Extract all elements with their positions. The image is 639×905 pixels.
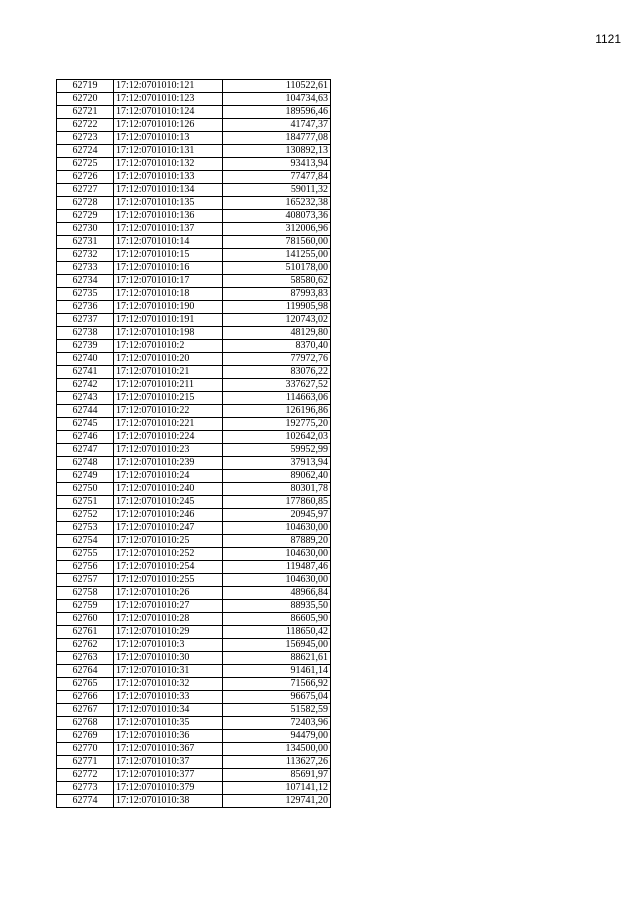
cadastral-number-cell: 17:12:0701010:211 bbox=[114, 379, 223, 392]
row-number-cell: 62736 bbox=[57, 301, 114, 314]
row-number-cell: 62747 bbox=[57, 444, 114, 457]
table-row bbox=[57, 600, 331, 613]
value-cell: 8370,40 bbox=[223, 340, 331, 353]
value-cell: 104630,00 bbox=[223, 574, 331, 587]
table-row bbox=[57, 262, 331, 275]
table-row bbox=[57, 730, 331, 743]
cadastral-number-cell: 17:12:0701010:191 bbox=[114, 314, 223, 327]
row-number-cell: 62771 bbox=[57, 756, 114, 769]
row-number-cell: 62739 bbox=[57, 340, 114, 353]
row-number-cell: 62756 bbox=[57, 561, 114, 574]
cadastral-number-cell: 17:12:0701010:22 bbox=[114, 405, 223, 418]
row-number-cell: 62765 bbox=[57, 678, 114, 691]
value-cell: 184777,08 bbox=[223, 132, 331, 145]
row-number-cell: 62757 bbox=[57, 574, 114, 587]
table-row bbox=[57, 561, 331, 574]
value-cell: 88935,50 bbox=[223, 600, 331, 613]
cadastral-number-cell: 17:12:0701010:215 bbox=[114, 392, 223, 405]
cadastral-number-cell: 17:12:0701010:136 bbox=[114, 210, 223, 223]
row-number-cell: 62724 bbox=[57, 145, 114, 158]
row-number-cell: 62723 bbox=[57, 132, 114, 145]
table-row bbox=[57, 314, 331, 327]
table-row bbox=[57, 665, 331, 678]
table-row bbox=[57, 145, 331, 158]
cadastral-number-cell: 17:12:0701010:15 bbox=[114, 249, 223, 262]
table-row bbox=[57, 158, 331, 171]
cadastral-number-cell: 17:12:0701010:20 bbox=[114, 353, 223, 366]
table-row bbox=[57, 769, 331, 782]
row-number-cell: 62767 bbox=[57, 704, 114, 717]
cadastral-number-cell: 17:12:0701010:24 bbox=[114, 470, 223, 483]
table-row bbox=[57, 431, 331, 444]
cadastral-number-cell: 17:12:0701010:239 bbox=[114, 457, 223, 470]
row-number-cell: 62721 bbox=[57, 106, 114, 119]
value-cell: 91461,14 bbox=[223, 665, 331, 678]
row-number-cell: 62737 bbox=[57, 314, 114, 327]
cadastral-number-cell: 17:12:0701010:246 bbox=[114, 509, 223, 522]
table-row bbox=[57, 106, 331, 119]
value-cell: 107141,12 bbox=[223, 782, 331, 795]
cadastral-number-cell: 17:12:0701010:240 bbox=[114, 483, 223, 496]
row-number-cell: 62744 bbox=[57, 405, 114, 418]
table-row bbox=[57, 119, 331, 132]
cadastral-number-cell: 17:12:0701010:36 bbox=[114, 730, 223, 743]
table-row bbox=[57, 522, 331, 535]
cadastral-number-cell: 17:12:0701010:30 bbox=[114, 652, 223, 665]
cadastral-number-cell: 17:12:0701010:133 bbox=[114, 171, 223, 184]
value-cell: 102642,03 bbox=[223, 431, 331, 444]
row-number-cell: 62763 bbox=[57, 652, 114, 665]
table-row bbox=[57, 392, 331, 405]
table-row bbox=[57, 548, 331, 561]
value-cell: 129741,20 bbox=[223, 795, 331, 808]
row-number-cell: 62773 bbox=[57, 782, 114, 795]
table-row bbox=[57, 756, 331, 769]
row-number-cell: 62727 bbox=[57, 184, 114, 197]
cadastral-number-cell: 17:12:0701010:17 bbox=[114, 275, 223, 288]
row-number-cell: 62745 bbox=[57, 418, 114, 431]
value-cell: 94479,00 bbox=[223, 730, 331, 743]
row-number-cell: 62766 bbox=[57, 691, 114, 704]
value-cell: 781560,00 bbox=[223, 236, 331, 249]
table-row bbox=[57, 236, 331, 249]
cadastral-number-cell: 17:12:0701010:367 bbox=[114, 743, 223, 756]
cadastral-number-cell: 17:12:0701010:28 bbox=[114, 613, 223, 626]
table-row bbox=[57, 353, 331, 366]
value-cell: 59952,99 bbox=[223, 444, 331, 457]
cadastral-number-cell: 17:12:0701010:26 bbox=[114, 587, 223, 600]
cadastral-number-cell: 17:12:0701010:247 bbox=[114, 522, 223, 535]
cadastral-number-cell: 17:12:0701010:33 bbox=[114, 691, 223, 704]
row-number-cell: 62732 bbox=[57, 249, 114, 262]
value-cell: 87889,20 bbox=[223, 535, 331, 548]
cadastral-number-cell: 17:12:0701010:38 bbox=[114, 795, 223, 808]
cadastral-number-cell: 17:12:0701010:37 bbox=[114, 756, 223, 769]
value-cell: 141255,00 bbox=[223, 249, 331, 262]
value-cell: 120743,02 bbox=[223, 314, 331, 327]
value-cell: 156945,00 bbox=[223, 639, 331, 652]
value-cell: 119905,98 bbox=[223, 301, 331, 314]
table-row bbox=[57, 626, 331, 639]
cadastral-number-cell: 17:12:0701010:3 bbox=[114, 639, 223, 652]
cadastral-number-cell: 17:12:0701010:14 bbox=[114, 236, 223, 249]
table-row bbox=[57, 418, 331, 431]
cadastral-number-cell: 17:12:0701010:27 bbox=[114, 600, 223, 613]
value-cell: 85691,97 bbox=[223, 769, 331, 782]
row-number-cell: 62758 bbox=[57, 587, 114, 600]
cadastral-number-cell: 17:12:0701010:31 bbox=[114, 665, 223, 678]
table-row bbox=[57, 444, 331, 457]
row-number-cell: 62741 bbox=[57, 366, 114, 379]
table-row bbox=[57, 782, 331, 795]
row-number-cell: 62752 bbox=[57, 509, 114, 522]
row-number-cell: 62740 bbox=[57, 353, 114, 366]
table-row bbox=[57, 470, 331, 483]
row-number-cell: 62764 bbox=[57, 665, 114, 678]
table-row bbox=[57, 340, 331, 353]
row-number-cell: 62753 bbox=[57, 522, 114, 535]
value-cell: 72403,96 bbox=[223, 717, 331, 730]
table-row bbox=[57, 93, 331, 106]
table-row bbox=[57, 535, 331, 548]
value-cell: 118650,42 bbox=[223, 626, 331, 639]
cadastral-number-cell: 17:12:0701010:18 bbox=[114, 288, 223, 301]
table-row bbox=[57, 132, 331, 145]
cadastral-number-cell: 17:12:0701010:23 bbox=[114, 444, 223, 457]
row-number-cell: 62735 bbox=[57, 288, 114, 301]
table-row bbox=[57, 379, 331, 392]
data-table bbox=[56, 79, 331, 808]
row-number-cell: 62742 bbox=[57, 379, 114, 392]
table-row bbox=[57, 652, 331, 665]
page-number: 1121 bbox=[595, 32, 621, 46]
cadastral-number-cell: 17:12:0701010:29 bbox=[114, 626, 223, 639]
table-row bbox=[57, 496, 331, 509]
row-number-cell: 62733 bbox=[57, 262, 114, 275]
value-cell: 58580,62 bbox=[223, 275, 331, 288]
row-number-cell: 62725 bbox=[57, 158, 114, 171]
row-number-cell: 62761 bbox=[57, 626, 114, 639]
table-row bbox=[57, 366, 331, 379]
cadastral-number-cell: 17:12:0701010:379 bbox=[114, 782, 223, 795]
value-cell: 87993,83 bbox=[223, 288, 331, 301]
value-cell: 96675,04 bbox=[223, 691, 331, 704]
table-row bbox=[57, 197, 331, 210]
value-cell: 114663,06 bbox=[223, 392, 331, 405]
cadastral-number-cell: 17:12:0701010:124 bbox=[114, 106, 223, 119]
cadastral-number-cell: 17:12:0701010:35 bbox=[114, 717, 223, 730]
table-row bbox=[57, 639, 331, 652]
table-row bbox=[57, 301, 331, 314]
cadastral-number-cell: 17:12:0701010:25 bbox=[114, 535, 223, 548]
table-row bbox=[57, 288, 331, 301]
row-number-cell: 62770 bbox=[57, 743, 114, 756]
value-cell: 119487,46 bbox=[223, 561, 331, 574]
table-row bbox=[57, 483, 331, 496]
row-number-cell: 62722 bbox=[57, 119, 114, 132]
table-row bbox=[57, 795, 331, 808]
table-row bbox=[57, 691, 331, 704]
value-cell: 134500,00 bbox=[223, 743, 331, 756]
table-body bbox=[57, 80, 331, 808]
value-cell: 51582,59 bbox=[223, 704, 331, 717]
value-cell: 20945,97 bbox=[223, 509, 331, 522]
value-cell: 88621,61 bbox=[223, 652, 331, 665]
value-cell: 48129,80 bbox=[223, 327, 331, 340]
cadastral-number-cell: 17:12:0701010:137 bbox=[114, 223, 223, 236]
value-cell: 104630,00 bbox=[223, 548, 331, 561]
table-row bbox=[57, 457, 331, 470]
cadastral-number-cell: 17:12:0701010:221 bbox=[114, 418, 223, 431]
cadastral-number-cell: 17:12:0701010:224 bbox=[114, 431, 223, 444]
table-row bbox=[57, 275, 331, 288]
cadastral-number-cell: 17:12:0701010:34 bbox=[114, 704, 223, 717]
value-cell: 77477,84 bbox=[223, 171, 331, 184]
value-cell: 110522,61 bbox=[223, 80, 331, 93]
table-row bbox=[57, 171, 331, 184]
cadastral-number-cell: 17:12:0701010:16 bbox=[114, 262, 223, 275]
value-cell: 113627,26 bbox=[223, 756, 331, 769]
table-row bbox=[57, 704, 331, 717]
value-cell: 41747,37 bbox=[223, 119, 331, 132]
value-cell: 312006,96 bbox=[223, 223, 331, 236]
row-number-cell: 62738 bbox=[57, 327, 114, 340]
value-cell: 59011,32 bbox=[223, 184, 331, 197]
cadastral-number-cell: 17:12:0701010:123 bbox=[114, 93, 223, 106]
value-cell: 71566,92 bbox=[223, 678, 331, 691]
table-row bbox=[57, 223, 331, 236]
value-cell: 80301,78 bbox=[223, 483, 331, 496]
cadastral-number-cell: 17:12:0701010:32 bbox=[114, 678, 223, 691]
cadastral-number-cell: 17:12:0701010:126 bbox=[114, 119, 223, 132]
row-number-cell: 62750 bbox=[57, 483, 114, 496]
row-number-cell: 62772 bbox=[57, 769, 114, 782]
value-cell: 93413,94 bbox=[223, 158, 331, 171]
table-row bbox=[57, 678, 331, 691]
cadastral-number-cell: 17:12:0701010:254 bbox=[114, 561, 223, 574]
row-number-cell: 62774 bbox=[57, 795, 114, 808]
row-number-cell: 62759 bbox=[57, 600, 114, 613]
row-number-cell: 62762 bbox=[57, 639, 114, 652]
row-number-cell: 62719 bbox=[57, 80, 114, 93]
value-cell: 192775,20 bbox=[223, 418, 331, 431]
row-number-cell: 62749 bbox=[57, 470, 114, 483]
value-cell: 130892,13 bbox=[223, 145, 331, 158]
table-row bbox=[57, 509, 331, 522]
cadastral-number-cell: 17:12:0701010:134 bbox=[114, 184, 223, 197]
row-number-cell: 62730 bbox=[57, 223, 114, 236]
row-number-cell: 62720 bbox=[57, 93, 114, 106]
value-cell: 165232,38 bbox=[223, 197, 331, 210]
row-number-cell: 62748 bbox=[57, 457, 114, 470]
table-row bbox=[57, 743, 331, 756]
cadastral-number-cell: 17:12:0701010:13 bbox=[114, 132, 223, 145]
value-cell: 89062,40 bbox=[223, 470, 331, 483]
value-cell: 337627,52 bbox=[223, 379, 331, 392]
cadastral-number-cell: 17:12:0701010:255 bbox=[114, 574, 223, 587]
value-cell: 408073,36 bbox=[223, 210, 331, 223]
value-cell: 510178,00 bbox=[223, 262, 331, 275]
row-number-cell: 62769 bbox=[57, 730, 114, 743]
row-number-cell: 62755 bbox=[57, 548, 114, 561]
value-cell: 77972,76 bbox=[223, 353, 331, 366]
row-number-cell: 62754 bbox=[57, 535, 114, 548]
table-row bbox=[57, 210, 331, 223]
cadastral-number-cell: 17:12:0701010:190 bbox=[114, 301, 223, 314]
row-number-cell: 62729 bbox=[57, 210, 114, 223]
value-cell: 177860,85 bbox=[223, 496, 331, 509]
row-number-cell: 62728 bbox=[57, 197, 114, 210]
value-cell: 104630,00 bbox=[223, 522, 331, 535]
value-cell: 104734,63 bbox=[223, 93, 331, 106]
cadastral-number-cell: 17:12:0701010:21 bbox=[114, 366, 223, 379]
table-row bbox=[57, 327, 331, 340]
cadastral-number-cell: 17:12:0701010:198 bbox=[114, 327, 223, 340]
row-number-cell: 62760 bbox=[57, 613, 114, 626]
cadastral-number-cell: 17:12:0701010:121 bbox=[114, 80, 223, 93]
row-number-cell: 62731 bbox=[57, 236, 114, 249]
table-row bbox=[57, 613, 331, 626]
cadastral-number-cell: 17:12:0701010:252 bbox=[114, 548, 223, 561]
cadastral-number-cell: 17:12:0701010:2 bbox=[114, 340, 223, 353]
row-number-cell: 62734 bbox=[57, 275, 114, 288]
table-row bbox=[57, 717, 331, 730]
table-row bbox=[57, 405, 331, 418]
value-cell: 83076,22 bbox=[223, 366, 331, 379]
value-cell: 126196,86 bbox=[223, 405, 331, 418]
row-number-cell: 62768 bbox=[57, 717, 114, 730]
cadastral-number-cell: 17:12:0701010:245 bbox=[114, 496, 223, 509]
cadastral-number-cell: 17:12:0701010:132 bbox=[114, 158, 223, 171]
table-row bbox=[57, 249, 331, 262]
cadastral-number-cell: 17:12:0701010:377 bbox=[114, 769, 223, 782]
row-number-cell: 62743 bbox=[57, 392, 114, 405]
cadastral-number-cell: 17:12:0701010:135 bbox=[114, 197, 223, 210]
cadastral-number-cell: 17:12:0701010:131 bbox=[114, 145, 223, 158]
value-cell: 48966,84 bbox=[223, 587, 331, 600]
row-number-cell: 62751 bbox=[57, 496, 114, 509]
table-row bbox=[57, 184, 331, 197]
row-number-cell: 62746 bbox=[57, 431, 114, 444]
row-number-cell: 62726 bbox=[57, 171, 114, 184]
table-row bbox=[57, 80, 331, 93]
table-row bbox=[57, 587, 331, 600]
value-cell: 86605,90 bbox=[223, 613, 331, 626]
value-cell: 37913,94 bbox=[223, 457, 331, 470]
table-row bbox=[57, 574, 331, 587]
value-cell: 189596,46 bbox=[223, 106, 331, 119]
